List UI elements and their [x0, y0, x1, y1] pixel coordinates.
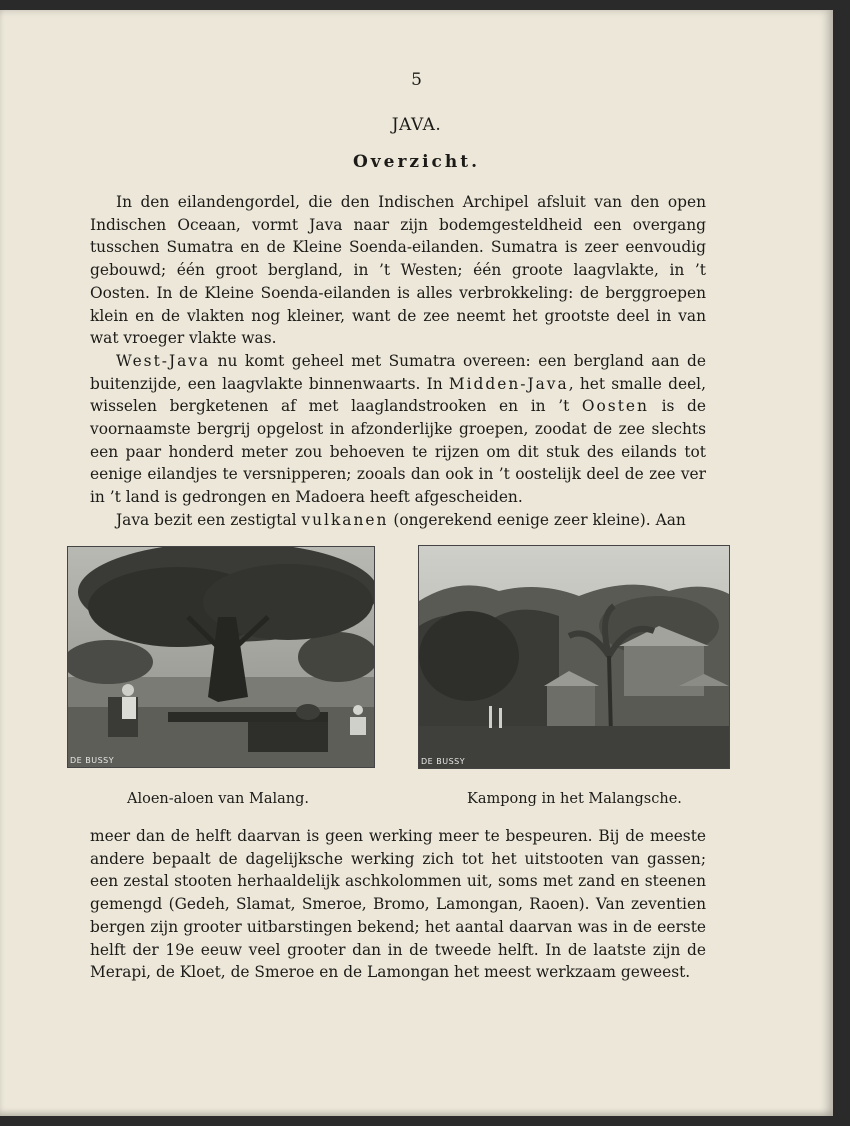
book-page [0, 10, 833, 1116]
text-segment: Java bezit een zestigtal [116, 510, 302, 529]
text-segment-spaced: West-Java [116, 351, 211, 370]
photo-aloen-aloen-image [68, 547, 374, 767]
caption-kampong: Kampong in het Malangsche. [467, 791, 682, 807]
body-text-bottom [90, 825, 706, 984]
photo-aloen-aloen [67, 546, 375, 768]
text-segment: In den eilandengordel, die den Indischen Archipel afsluit van den open Indischen Oceaan, vormt Java naar zijn bodemgesteldheid een overgang tusschen Sumatra en de Kleine Soenda-eilanden. Sumatra is zeer eenvoudig gebouwd; één groot bergland, in ’t Westen; één groote laagvlakte, in ’t Oosten. In de Kleine Soenda-eilanden is alles verbrokkeling: de berggroepen klein en de vlakten nog kleiner, want de zee neemt het grootste deel in van wat vroeger vlakte was. [90, 193, 706, 348]
text-segment-spaced: vulkanen [301, 510, 389, 529]
photo-credit: DE BUSSY [421, 757, 466, 766]
page-number: 5 [411, 70, 422, 90]
text-segment: (ongerekend eenige zeer kleine). Aan [388, 510, 686, 529]
body-text-top [90, 191, 706, 532]
paragraph-3 [90, 509, 706, 532]
photo-kampong [418, 545, 730, 769]
paragraph-2 [90, 350, 706, 509]
chapter-title: JAVA. [391, 115, 442, 135]
photo-kampong-image [419, 546, 729, 768]
caption-aloen-aloen: Aloen-aloen van Malang. [127, 791, 309, 807]
section-title: Overzicht. [352, 152, 481, 172]
text-segment-spaced: Midden-Java [448, 374, 569, 393]
text-segment: is de voornaamste bergrij opgelost in afzonderlijke groepen, zoodat de zee slechts een paar honderd meter zou behoeven te rijzen om dit stuk des eilands tot eenige eilandjes te versnipperen; zooals dan ook in ’t oostelijk deel de zee ver in ’t land is gedrongen en Madoera heeft afgescheiden. [90, 397, 706, 507]
text-segment-spaced: Oosten [581, 397, 649, 416]
paragraph-continued: meer dan de helft daarvan is geen werking meer te bespeuren. Bij de meeste andere bepaalt de dagelijksche werking zich tot het uitstooten van gassen; een zestal stooten herhaaldelijk aschkolommen uit, soms met zand en steenen gemengd (Gedeh, Slamat, Smeroe, Bromo, Lamongan, Raoen). Van zeventien bergen zijn grooter uitbarstingen bekend; het aantal daarvan was in de eerste helft der 19e eeuw veel grooter dan in de tweede helft. In de laatste zijn de Merapi, de Kloet, de Smeroe en de Lamongan het meest werkzaam geweest. [90, 827, 706, 982]
paragraph-1 [90, 191, 706, 350]
photo-credit: DE BUSSY [70, 756, 115, 765]
text-segment: , het smalle deel, wisselen bergketenen af met laaglandstrooken en in ’t [90, 374, 706, 416]
text-segment: nu komt geheel met Sumatra overeen: een bergland aan de buitenzijde, een laagvlakte binnenwaarts. In [90, 351, 706, 393]
